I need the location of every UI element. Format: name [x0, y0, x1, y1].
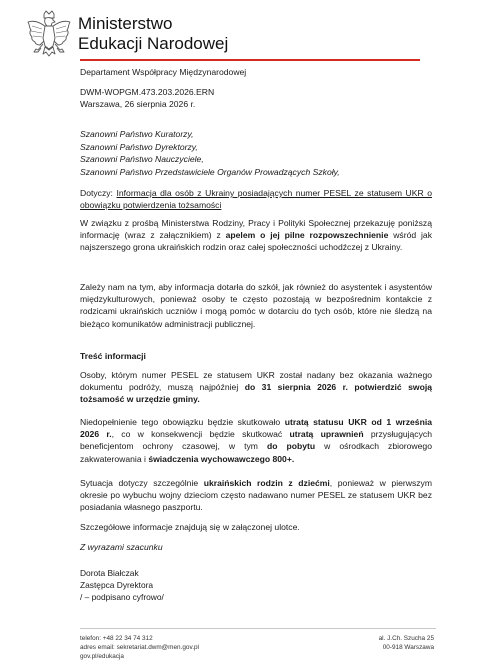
bold-run: utratą statusu UKR od 1 września 2026 r. — [80, 417, 433, 440]
addressee-list — [80, 128, 340, 178]
paragraph-deadline — [80, 369, 432, 406]
letterhead-red-rule — [80, 59, 420, 61]
signatory-name: Dorota Białczak — [80, 568, 139, 578]
paragraph-schools: Zależy nam na tym, aby informacja dotarła do szkół, jak również do asystentek i asystentów międzykulturowych, ponieważ osoby te często pozostają w bezpośrednim kontakcie z rodzicami ukraińskich uczniów i mogą pomóc w dotarciu do tych osób, które nie śledzą na bieżąco komunikatów administracji publicznej. — [80, 282, 432, 329]
text-run: Sytuacja dotyczy szczególnie — [80, 478, 204, 488]
ministry-name-line1: Ministerstwo — [78, 14, 173, 33]
text-run: , ponieważ w pierwszym okresie po wybuchu wojny dzieciom często nadawano numer PESEL ze statusem UKR bez posiadania własnego paszportu. — [80, 478, 432, 513]
footer-address — [370, 634, 434, 652]
footer-city: 00-918 Warszawa — [382, 644, 434, 651]
addressee: Szanowni Państwo Kuratorzy, — [80, 129, 194, 139]
paragraph-families — [80, 477, 432, 514]
text-run: W związku z prośbą Ministerstwa Rodziny, Pracy i Polityki Społecznej przekazuję poniższą informację (wraz z załącznikiem) z — [80, 218, 432, 241]
footer-website[interactable]: gov.pl/edukacja — [80, 653, 124, 660]
signature-block — [80, 567, 164, 603]
section-heading: Treść informacji — [80, 351, 146, 361]
letterhead — [26, 10, 476, 62]
ministry-name-line2: Edukacji Narodowej — [78, 34, 229, 53]
bold-run: utratą uprawnień — [289, 429, 364, 440]
text-run: przysługujących beneficjentom ochrony czasowej, w tym — [80, 429, 432, 452]
bold-run: świadczenia wychowawczego 800+. — [148, 453, 295, 464]
text-run: , co w konsekwencji będzie skutkować — [111, 429, 290, 440]
department-name: Departament Współpracy Międzynarodowej — [80, 67, 247, 77]
footer-contact — [80, 634, 199, 661]
paragraph-request — [80, 217, 432, 254]
text-run: Niedopełnienie tego obowiązku będzie skutkowało — [80, 417, 285, 427]
footer-divider — [80, 628, 436, 629]
bold-run: do pobytu — [266, 441, 316, 452]
addressee: Szanowni Państwo Dyrektorzy, — [80, 141, 198, 152]
signature-note: / – podpisano cyfrowo/ — [80, 592, 164, 602]
addressee: Szanowni Państwo Nauczyciele, — [80, 154, 204, 164]
paragraph-consequences — [80, 416, 432, 465]
subject-line — [80, 187, 432, 211]
bold-run: apelem o jej pilne rozpowszechnienie — [225, 230, 389, 241]
reference-block — [80, 86, 214, 110]
signatory-role: Zastępca Dyrektora — [80, 580, 154, 590]
subject-text: Informacja dla osób z Ukrainy posiadających numer PESEL ze statusem UKR o obowiązku potwierdzenia tożsamości — [80, 188, 432, 210]
text-run: w ośrodkach zbiorowego zakwaterowania i — [80, 441, 432, 464]
ministry-name — [78, 14, 228, 54]
bold-run: do 31 sierpnia 2026 r. potwierdzić swoją tożsamość w urzędzie gminy. — [80, 382, 432, 405]
polish-eagle-emblem-icon — [26, 10, 72, 62]
footer-phone: telefon: +48 22 34 74 312 — [80, 635, 153, 642]
footer-email[interactable]: adres email: sekretariat.dwm@men.gov.pl — [80, 644, 199, 651]
reference-number: DWM-WOPGM.473.203.2026.ERN — [80, 87, 215, 97]
closing-formula: Z wyrazami szacunku — [80, 542, 163, 552]
footer-street: al. J.Ch. Szucha 25 — [378, 635, 434, 642]
text-run: Osoby, którym numer PESEL ze statusem UKR został nadany bez okazania ważnego dokumentu podróży, muszą najpóźniej — [80, 370, 432, 393]
bold-run: ukraińskich rodzin z dziećmi — [203, 478, 330, 488]
addressee: Szanowni Państwo Przedstawiciele Organów Prowadzących Szkoły, — [80, 166, 340, 177]
subject-label: Dotyczy: — [80, 188, 117, 198]
place-date: Warszawa, 26 sierpnia 2026 r. — [80, 99, 196, 109]
paragraph-attachment: Szczegółowe informacje znajdują się w załączonej ulotce. — [80, 522, 300, 532]
text-run: wśród jak najszerszego grona ukraińskich rodzin oraz całej społeczności uchodźczej z Ukrainy. — [80, 230, 432, 253]
